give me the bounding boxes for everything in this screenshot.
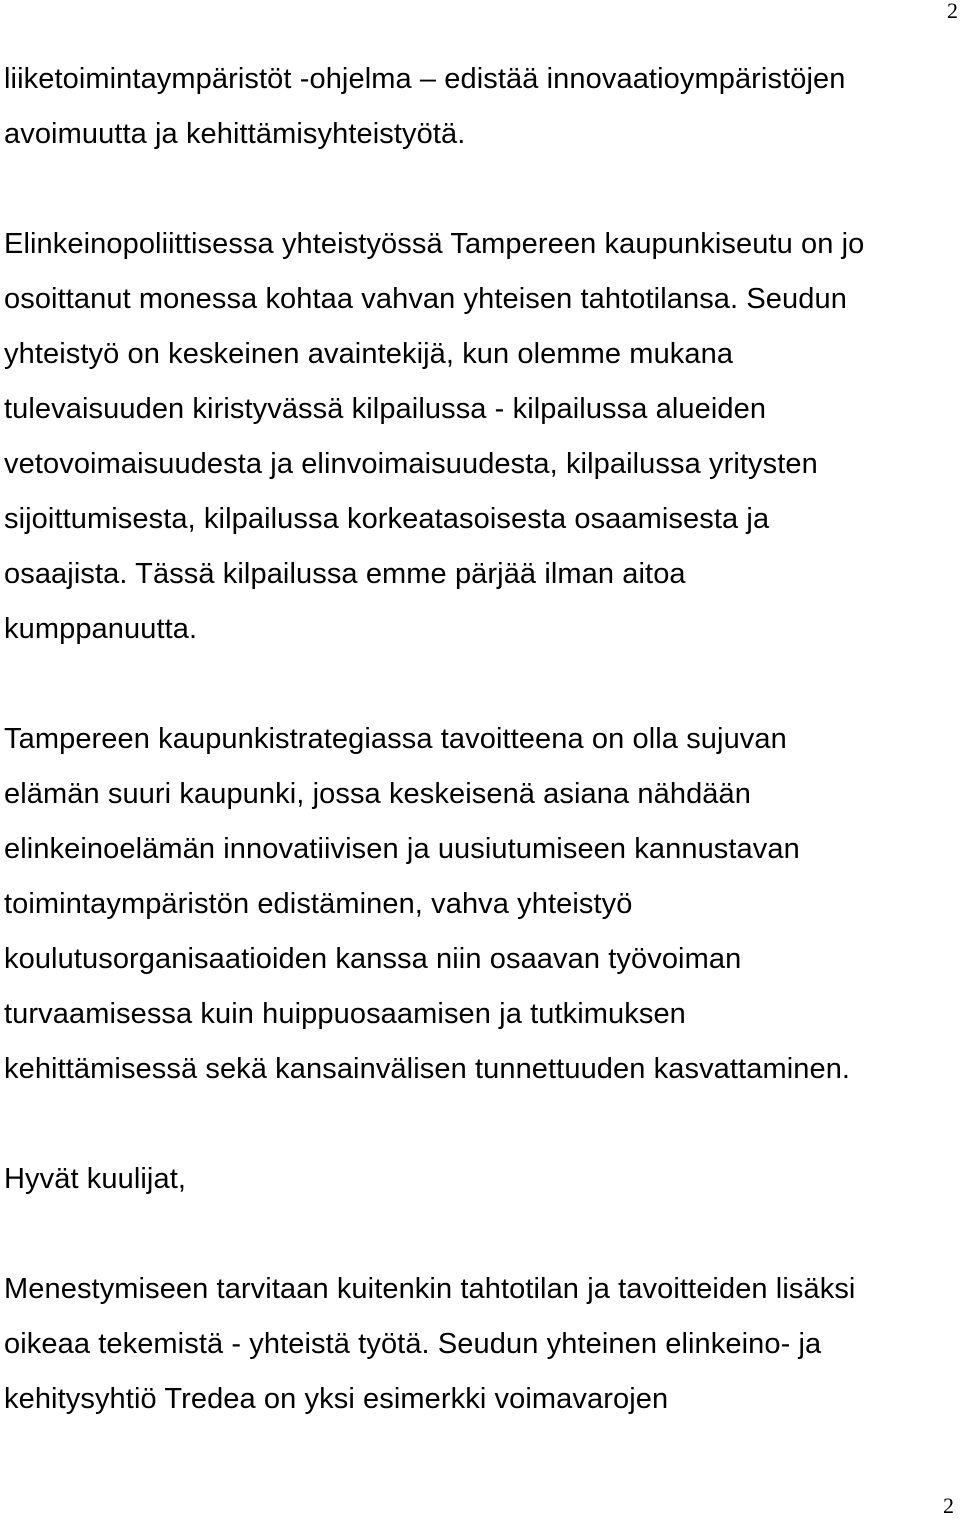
paragraph-4 — [4, 1152, 954, 1207]
text-line: elinkeinoelämän innovatiivisen ja uusiutumiseen kannustavan — [4, 833, 800, 865]
page-number-top: 2 — [947, 0, 958, 23]
text-line: Menestymiseen tarvitaan kuitenkin tahtotilan ja tavoitteiden lisäksi — [4, 1273, 856, 1305]
paragraph-3 — [4, 712, 954, 1097]
document-body — [4, 52, 954, 1427]
text-line: avoimuutta ja kehittämisyhteistyötä. — [4, 118, 466, 150]
paragraph-2 — [4, 217, 954, 657]
text-line: toimintaympäristön edistäminen, vahva yhteistyö — [4, 888, 633, 920]
text-line: kehitysyhtiö Tredea on yksi esimerkki voimavarojen — [4, 1383, 669, 1415]
text-line: tulevaisuuden kiristyvässä kilpailussa - kilpailussa alueiden — [4, 393, 767, 425]
text-line: sijoittumisesta, kilpailussa korkeatasoisesta osaamisesta ja — [4, 503, 770, 535]
text-line: osoittanut monessa kohtaa vahvan yhteisen tahtotilansa. Seudun — [4, 283, 847, 315]
text-line: Tampereen kaupunkistrategiassa tavoitteena on olla sujuvan — [4, 723, 787, 755]
text-line: koulutusorganisaatioiden kanssa niin osaavan työvoiman — [4, 943, 742, 975]
text-line: Elinkeinopoliittisessa yhteistyössä Tampereen kaupunkiseutu on jo — [4, 228, 865, 260]
text-line: osaajista. Tässä kilpailussa emme pärjää ilman aitoa — [4, 558, 686, 590]
paragraph-5 — [4, 1262, 954, 1427]
text-line: turvaamisessa kuin huippuosaamisen ja tutkimuksen — [4, 998, 686, 1030]
text-line: yhteistyö on keskeinen avaintekijä, kun olemme mukana — [4, 338, 734, 370]
text-line: kumppanuutta. — [4, 613, 198, 645]
paragraph-1 — [4, 52, 954, 162]
text-line: Hyvät kuulijat, — [4, 1163, 187, 1195]
text-line: oikeaa tekemistä - yhteistä työtä. Seudun yhteinen elinkeino- ja — [4, 1328, 822, 1360]
text-line: kehittämisessä sekä kansainvälisen tunnettuuden kasvattaminen. — [4, 1053, 851, 1085]
page-number-bottom: 2 — [943, 1493, 954, 1518]
text-line: liiketoimintaympäristöt -ohjelma – edistää innovaatioympäristöjen — [4, 63, 846, 95]
text-line: vetovoimaisuudesta ja elinvoimaisuudesta, kilpailussa yritysten — [4, 448, 818, 480]
text-line: elämän suuri kaupunki, jossa keskeisenä asiana nähdään — [4, 778, 751, 810]
